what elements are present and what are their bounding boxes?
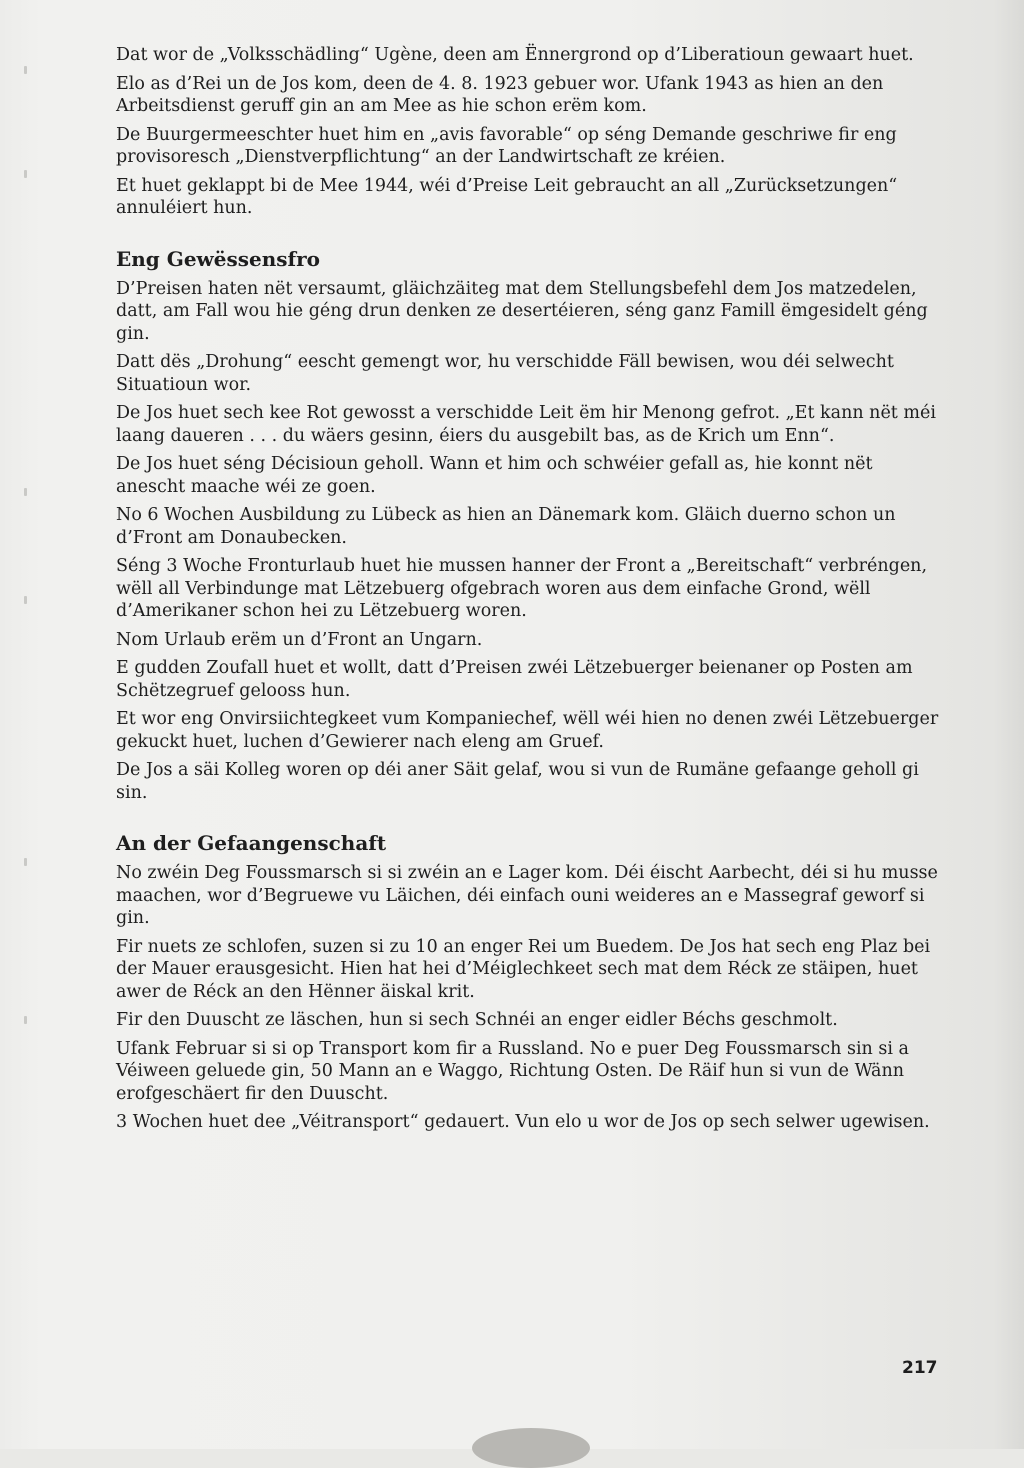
paragraph: Séng 3 Woche Fronturlaub huet hie mussen hanner der Front a „Bereitschaft“ verbréngen, wëll all Verbindunge mat Lëtzebuerg ofgebrach woren aus dem einfache Grond, wëll d’Amerikaner schon hei zu Lëtzebuerg woren. [116,556,928,621]
paragraph: De Buurgermeeschter huet him en „avis favorable“ op séng Demande geschriwe fir eng provisoresch „Dienstverpflichtung“ an der Landwirtschaft ze kréien. [116,124,897,167]
margin-speck [24,488,27,496]
paragraph: 3 Wochen huet dee „Véitransport“ gedauert. Vun elo u wor de Jos op sech selwer ugewisen. [116,1112,930,1132]
paragraph: Et wor eng Onvirsiichtegkeet vum Kompaniechef, wëll wéi hien no denen zwéi Lëtzebuerger gekuckt huet, luchen d’Gewierer nach eleng am Gruef. [116,709,939,752]
paragraph: D’Preisen haten nët versaumt, gläichzäiteg mat dem Stellungsbefehl dem Jos matzedelen, datt, am Fall wou hie géng drun denken ze desertéieren, séng ganz Famill ëmgesidelt géng gin. [116,278,928,344]
margin-speck [24,66,27,74]
paragraph: Elo as d’Rei un de Jos kom, deen de 4. 8. 1923 gebuer wor. Ufank 1943 as hien an den Arbeitsdienst geruff gin an am Mee as hie schon erëm kom. [116,73,884,116]
paragraph: De Jos huet sech kee Rot gewosst a verschidde Leit ëm hir Menong gefrot. „Et kann nët méi laang daueren . . . du wäers gesinn, éiers du ausgebilt bas, as de Krich um Enn“. [116,403,936,446]
paragraph: De Jos a säi Kolleg woren op déi aner Säit gelaf, wou si vun de Rumäne gefaange geholl gi sin. [116,760,919,803]
section-heading: An der Gefaangenschaft [116,831,387,855]
margin-speck [24,170,27,178]
paragraph: No 6 Wochen Ausbildung zu Lübeck as hien an Dänemark kom. Gläich duerno schon un d’Front am Donaubecken. [116,505,896,548]
section-gefaangenschaft [116,830,946,1134]
paragraph: Fir nuets ze schlofen, suzen si zu 10 an enger Rei um Buedem. De Jos hat sech eng Plaz bei der Mauer erausgesicht. Hien hat hei d’Méiglechkeet sech mat dem Réck ze stäipen, huet awer de Réck an den Hënner äiskal krit. [116,936,931,1002]
paragraph: Fir den Duuscht ze läschen, hun si sech Schnéi an enger eidler Béchs geschmolt. [116,1010,838,1030]
paragraph: Dat wor de „Volksschädling“ Ugène, deen am Ënnergrond op d’Liberatioun gewaart huet. [116,45,914,65]
intro-section [116,44,946,220]
paragraph: Ufank Februar si si op Transport kom fir a Russland. No e puer Deg Foussmarsch sin si a Véiween geluede gin, 50 Mann an e Waggo, Richtung Osten. De Räif hun si vun de Wänn erofgeschäert fir den Duuscht. [116,1038,909,1104]
paragraph: Et huet geklappt bi de Mee 1944, wéi d’Preise Leit gebraucht an all „Zurücksetzungen“ annuléiert hun. [116,175,898,218]
margin-speck [24,596,27,604]
paragraph: De Jos huet séng Décisioun geholl. Wann et him och schwéier gefall as, hie konnt nët anescht maache wéi ze goen. [116,454,873,497]
page-body [116,44,946,1140]
paragraph: E gudden Zoufall huet et wollt, datt d’Preisen zwéi Lëtzebuerger beienaner op Posten am Schëtzegruef gelooss hun. [116,658,913,701]
margin-speck [24,1016,27,1024]
paragraph: Datt dës „Drohung“ eescht gemengt wor, hu verschidde Fäll bewisen, wou déi selwecht Situatioun wor. [116,352,894,395]
paragraph: Nom Urlaub erëm un d’Front an Ungarn. [116,629,483,650]
margin-speck [24,858,27,866]
paragraph: No zwéin Deg Foussmarsch si si zwéin an e Lager kom. Déi éischt Aarbecht, déi si hu musse maachen, wor d’Begruewe vu Läichen, déi einfach ouni weideres an e Massegraf geworf si gin. [116,863,938,928]
scan-shadow [472,1428,590,1468]
section-heading: Eng Gewëssensfro [116,246,321,271]
section-gewessensfro [116,246,946,805]
page-number: 217 [902,1358,938,1378]
